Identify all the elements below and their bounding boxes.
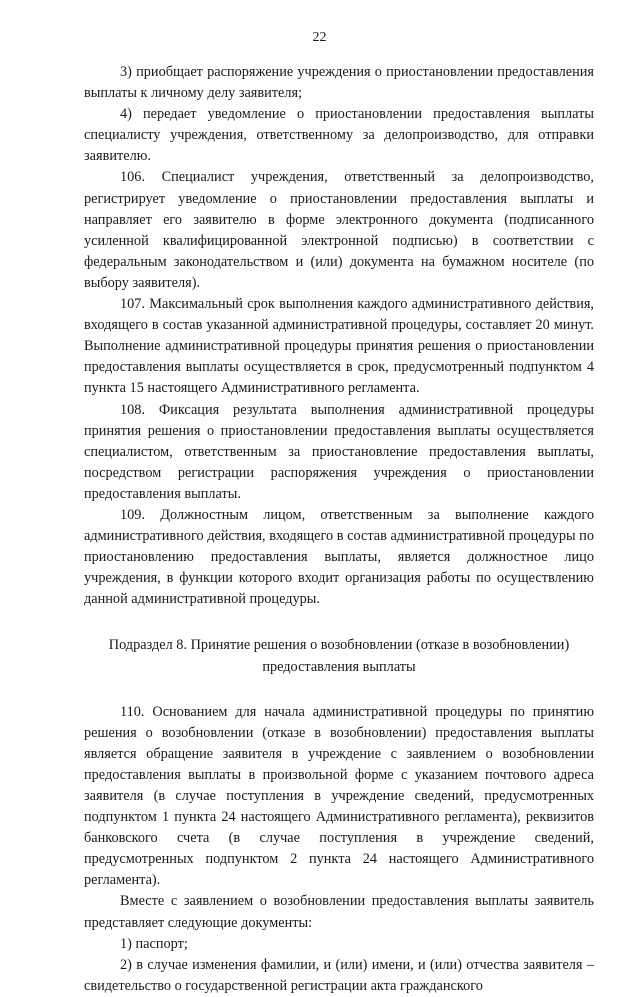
paragraph: 4) передает уведомление о приостановлении предоставления выплаты специалисту учреждения, ответственному за делопроизводство, для отправки заявителю.: [84, 106, 594, 165]
document-body: [84, 62, 594, 997]
paragraph: 110. Основанием для начала административной процедуры по принятию решения о возобновлении (отказе в возобновлении) предоставления выплаты является обращение заявителя в учреждение с заявлением о возобновлении предоставления выплаты в произвольной форме с указанием почтового адреса заявителя (в случае поступления в учреждение сведений, предусмотренных подпунктом 1 пункта 24 настоящего Административного регламента), реквизитов банковского счета (в случае поступления в учреждение сведений, предусмотренных подпунктом 2 пункта 24 настоящего Административного регламента).: [84, 703, 594, 889]
paragraph: 106. Специалист учреждения, ответственный за делопроизводство, регистрирует уведомление о приостановлении предоставления выплаты и направляет его заявителю в форме электронного документа (подписанного усиленной квалифицированной электронной подписью) в соответствии с федеральным законодательством и (или) документа на бумажном носителе (по выбору заявителя).: [84, 169, 594, 291]
page-number: 22: [312, 30, 327, 45]
paragraph: 1) паспорт;: [120, 935, 188, 952]
paragraph: 2) в случае изменения фамилии, и (или) имени, и (или) отчества заявителя – свидетельство о государственной регистрации акта гражданского: [84, 956, 594, 994]
paragraph: 107. Максимальный срок выполнения каждого административного действия, входящего в состав указанной административной процедуры, составляет 20 минут. Выполнение административной процедуры принятия решения о приостановлении предоставления выплаты осуществляется в срок, предусмотренный подпунктом 4 пункта 15 настоящего Административного регламента.: [84, 296, 594, 397]
paragraph: 3) приобщает распоряжение учреждения о приостановлении предоставления выплаты к личному делу заявителя;: [84, 64, 594, 102]
paragraph: 108. Фиксация результата выполнения административной процедуры принятия решения о приостановлении предоставления выплаты осуществляется специалистом, ответственным за приостановление предоставления выплаты, посредством регистрации распоряжения учреждения о приостановлении предоставления выплаты.: [84, 401, 594, 502]
subsection-heading: Подраздел 8. Принятие решения о возобновлении (отказе в возобновлении) предоставления выплаты: [108, 637, 570, 675]
paragraph: 109. Должностным лицом, ответственным за выполнение каждого административного действия, входящего в состав административной процедуры по приостановлению предоставления выплаты, является должностное лицо учреждения, в функции которого входит организация работы по осуществлению данной административной процедуры.: [84, 506, 594, 608]
paragraph: Вместе с заявлением о возобновлении предоставления выплаты заявитель представляет следующие документы:: [84, 893, 594, 931]
